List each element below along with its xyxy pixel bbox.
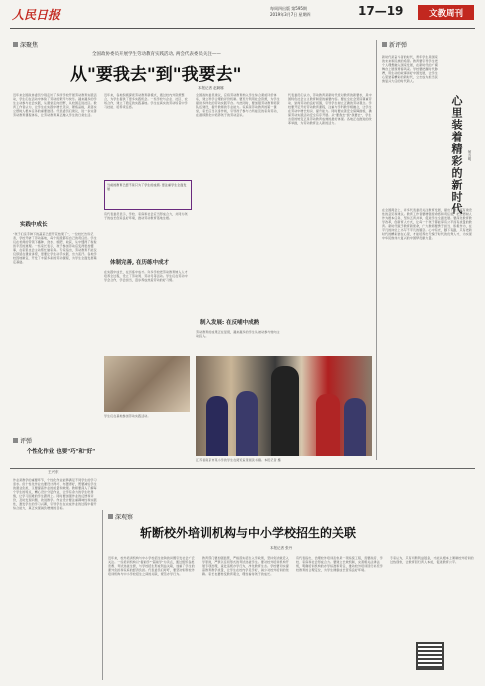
page-range: 17—19 bbox=[358, 4, 404, 18]
right-text-1: 新时代是奋斗者的时代，青年学生是国家的未来和民族的希望。教育要引导学生把个人理想融入国家发展，在新时代的广阔舞台上展现青春风采。学校要把握时代脉搏，用生动的故事讲好中国发展，让学生心里装着精彩的新时代，立志成为担当民族复兴大任的时代新人。 bbox=[382, 55, 438, 83]
student-figure-2 bbox=[236, 391, 258, 456]
issue-number: 每周四出版 第595期 bbox=[270, 6, 307, 11]
subhead-growth bbox=[20, 220, 48, 228]
section-tag-new-review bbox=[382, 40, 407, 49]
newspaper-logo: 人民日报 bbox=[12, 8, 61, 22]
column-byline: 何方明 bbox=[468, 150, 472, 161]
commentary-byline: 王兴东 bbox=[48, 470, 59, 474]
subhead-feedback bbox=[200, 318, 259, 326]
student-figure-4 bbox=[344, 398, 366, 456]
bottom-text-3: 有代表指出，治理校外培训乱象是一项系统工程，需要政府、学校、家庭和社会形成合力。要建立长效机制，完善相关法律法规，明确培训机构的办学标准和责任，推动校外培训回归补充学校教育的合理定位，为学生健康成长营造良好环境。 bbox=[296, 556, 383, 572]
bottom-text-1: 近年来，校外培训机构与中小学校招生挂钩的问题引发社会广泛关注。一些培训机构以"提前学""超前学"为卖点，通过组织各类竞赛、考试选拔生源，与学校招生形成利益关联，加重了学生的课外负担和家庭的经济负担。代表委员们呼吁，要坚决斩断校外培训机构与中小学校招生之间的关联，规范办学行为。 bbox=[108, 556, 195, 576]
section-tag-label: 新评弹 bbox=[389, 42, 408, 49]
masthead bbox=[0, 0, 485, 30]
square-icon bbox=[13, 438, 18, 443]
qr-code bbox=[416, 642, 444, 670]
section-divider bbox=[10, 468, 475, 469]
square-icon bbox=[108, 514, 113, 519]
issue-date: 2019年3月7日 星期四 bbox=[270, 12, 311, 17]
subhead-feedback-text: 制入发展: 在反哺中成熟 bbox=[200, 320, 260, 326]
subhead-practice bbox=[110, 258, 169, 266]
bottom-headline: 斩断校外培训机构与中小学校招生的关联 bbox=[140, 526, 357, 540]
text-column-2c: 在实践中成长，在历练中成才。许多学校把劳动教育纳入人才培养全过程，设立了劳动周、劳动月等活动。学生们在劳动中学会合作，学会担当，逐步养成热爱劳动的好习惯。 bbox=[104, 270, 188, 282]
photo-large-caption: 江苏省南京市某小学的学生在阅览室里阅读书籍。本报记者 摄 bbox=[196, 458, 281, 462]
section-tag-label: 评弹 bbox=[20, 438, 33, 445]
section-tag-deep-observation bbox=[108, 512, 133, 521]
bottom-byline: 本报记者 张丹 bbox=[270, 546, 293, 550]
square-icon bbox=[13, 42, 18, 47]
teacher-figure bbox=[271, 366, 299, 456]
section-label: 文教周刊 bbox=[418, 5, 474, 20]
section-tag-label: 深观察 bbox=[115, 514, 134, 521]
text-column-3b: 劳动教育的成果正在显现，越来越多的学生从被动参与转向主动投入。 bbox=[196, 330, 280, 338]
student-figure-1 bbox=[206, 396, 228, 456]
article-kicker: 全国政协委员开展学生劳动教育实践活动, 两会代表委员关注—— bbox=[92, 52, 221, 57]
section-tag-commentary bbox=[13, 436, 32, 445]
bottom-text-4: 专家认为，只有切断利益链条，才能从根本上遏制校外培训的过热现象，让教育回归育人本质，促进教育公平。 bbox=[390, 556, 474, 564]
bottom-column-divider bbox=[102, 510, 103, 680]
text-column-3: 全国政协委员建议，应将劳动教育纳入学生综合素质评价体系，建立科学合理的评价机制。要充分利用社会资源，为学生提供多样化的劳动实践平台。与此同时，要加强劳动教育师资队伍建设，提升教师的专业能力。家庭是劳动教育的第一课堂，家长应当以身作则，引导孩子参与力所能及的家务劳动，在潜移默化中培养孩子的劳动意识。 bbox=[196, 93, 280, 117]
article-byline: 本报记者 赵婀娜 bbox=[198, 86, 224, 90]
text-column-2: 近年来，各地积极探索劳动教育新模式，通过校内外资源整合，为学生提供了更多实践机会。一些学校与企业、社区、农场合作，建立了稳定的实践基地。学生在真实的劳动场景中学习技能、培养责任感。 bbox=[104, 93, 188, 109]
article-headline: 从"要我去"到"我要去" bbox=[70, 65, 242, 85]
bottom-text-2: 教育部门要加强监管，严格落实招生入学政策，坚持免试就近入学原则，严禁以任何形式的考试选拔学生。要对校外培训机构开展专项治理，查处违规办学行为，净化教育生态。学校要切实提高教育教学质量，让学生在校内学足学好，减少对校外培训的依赖。家长也要转变教育观念，理性看待孩子的成长。 bbox=[202, 556, 289, 576]
photo-small-caption: 学生们在基地参加劳动实践活动。 bbox=[104, 414, 151, 418]
photo-large bbox=[196, 356, 372, 456]
issue-meta bbox=[270, 6, 311, 18]
commentary-title: 个性化作业 也要"巧"和"好" bbox=[26, 449, 96, 455]
text-column-4: 代表委员们认为，劳动教育是新时代党对教育的新要求，是中国特色社会主义教育制度的重要内容。要在全社会营造尊重劳动、崇尚劳动的良好氛围，引导学生树立正确的劳动观念。学校要开足开好劳动教育课程，注重与学科教学相融合，让学生在劳动中增长知识、提升能力。同时要完善安全保障措施，确保劳动实践活动安全有序开展。从"要我去"到"我要去"，学生态度的转变正是劳动教育成效的最好体现。各地正在推进的改革举措，为劳动教育注入新的活力。 bbox=[288, 93, 372, 125]
square-icon bbox=[382, 42, 387, 47]
masthead-divider bbox=[10, 28, 475, 29]
section-tag-label: 深聚焦 bbox=[20, 42, 39, 49]
text-column-2b: 有代表委员表示，学校、家庭和社会应当形成合力，共同为孩子的成长创造良好环境，推动劳动教育落地生根。 bbox=[104, 212, 188, 220]
commentary-text: 作业是教学的重要环节，个性化作业能够满足不同学生的学习需求。但个性化作业也要设计得巧、布置得好，既要减轻学生的课业负担，又要提高作业的质量和效果。教师要深入了解每个学生的特点，精心设计分层作业，让学有余力的学生吃得饱，让学习困难的学生跟得上。同时要加强作业的反馈和评价，及时发现问题、改进教学。作业设计要注重趣味性和实践性，激发学生的学习兴趣，引导学生在完成作业的过程中提升综合能力，真正实现减负增效的目标。 bbox=[13, 478, 97, 510]
subhead-practice-text: 体制完善, 在历练中成才 bbox=[110, 260, 170, 266]
student-figure-3 bbox=[316, 394, 340, 456]
highlight-text: 当前的教育已经不是只为了学生的成绩, 更注重学生全面发展 bbox=[107, 183, 187, 191]
subhead-growth-text: 实践中成长 bbox=[20, 222, 48, 228]
section-tag-deep-focus bbox=[13, 40, 38, 49]
column-title-text: 心里装着精彩的新时代 bbox=[450, 95, 463, 215]
photo-small bbox=[104, 356, 190, 412]
right-column-divider bbox=[376, 40, 377, 460]
right-text-2: 在全国两会上，许多代表委员关注教育发展，提出了很多富有建设性的意见和建议。教育工作者要增强使命感和责任感，把立德树人作为根本任务，坚持五育并举，促进学生全面发展。要深化教育教学改革，创新育人方式，让每一个孩子都能享有公平而有质量的教育。新时代赋予教育新使命，广大教师要勇于担当、积极作为，在平凡的岗位上书写不平凡的篇章。心中有光，脚下有路，只有把新时代的精彩装在心里，才能培养出无愧于时代的优秀人才，为实现中华民族伟大复兴的中国梦贡献力量。 bbox=[382, 208, 472, 240]
text-column-1: 近年来全国政协委员分别走访了多所学校开展劳动教育实践活动，学生们在活动中体验了劳动的艰辛与快乐。越来越多的学生主动参与社会实践，从课堂走向田野，从校园走进社区。教育工作者认为，让学生在实践中增长见识、锤炼品格，是落实立德树人根本任务的重要途径。代表委员们建议，进一步完善劳动教育课程体系，让劳动教育真正融入学生的日常生活。 bbox=[13, 93, 97, 117]
text-column-1b: "孩子们亲手种下的蔬菜已经开花结果了"，一位校长告诉记者，学校开辟了劳动基地，每个班级都有自己的责任田。学生们在老师的带领下播种、浇水、施肥、收获，从中懂得了粒粒皆辛苦的道理。一些家长表示，孩子参加劳动后变得更加懂事，在家里也会主动帮忙做家务。专家指出，劳动教育不能仅仅停留在课堂讲授，更要让学生动手实践、出力流汗。各地学校因地制宜，开发了丰富多彩的劳动课程，为学生全面发展奠定基础。 bbox=[13, 232, 97, 264]
highlight-box bbox=[104, 180, 192, 210]
